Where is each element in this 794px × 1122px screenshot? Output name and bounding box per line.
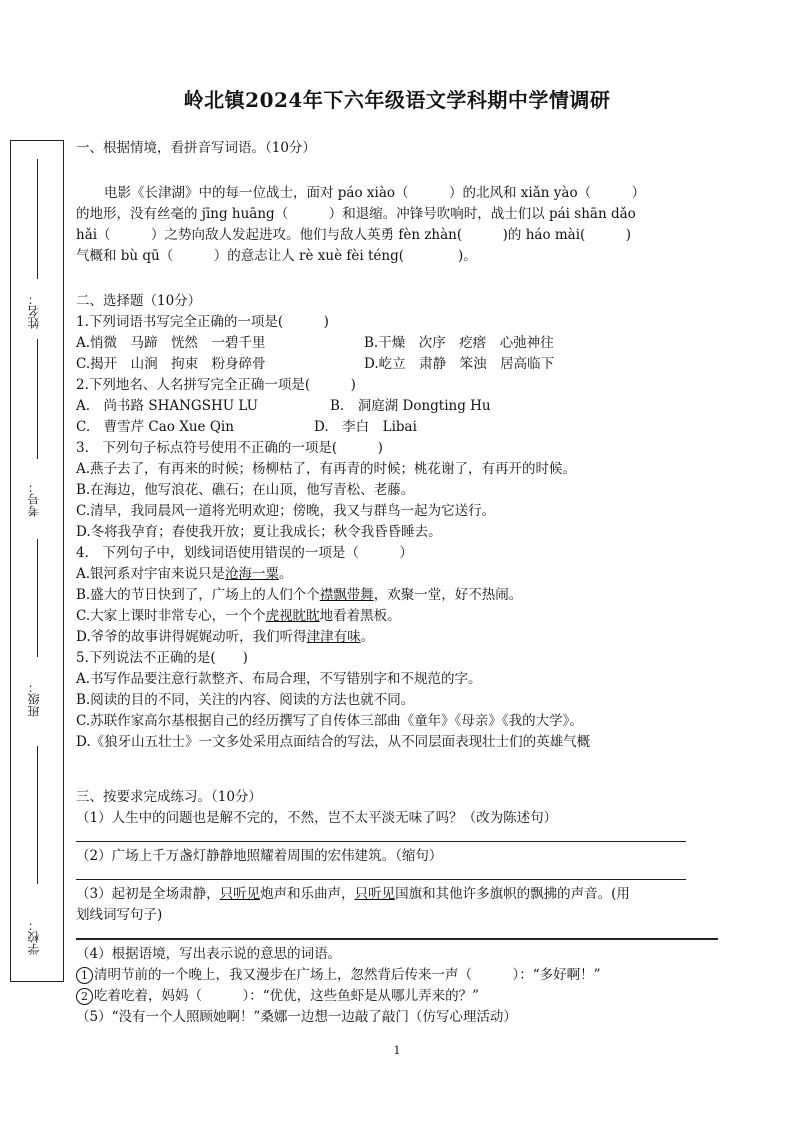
q2-options-row: [76, 417, 726, 438]
class-label: 班级：: [27, 681, 41, 717]
school-line: [37, 746, 38, 884]
exercise-text: 炮声和乐曲声，: [260, 886, 355, 902]
question-4: 4. 下列句子中，划线词语使用错误的一项是（ ）: [76, 545, 413, 561]
s1-line: hǎi（ ）之势向敌人发起进攻。他们与敌人英勇 fèn zhàn( )的 háo mài( ): [76, 227, 632, 243]
exam-no-label: 考号：: [27, 481, 41, 517]
question-1: 1.下列词语书写完全正确的一项是( ): [76, 314, 329, 330]
s1-line: 的地形，没有丝毫的 jīng huāng（ ）和退缩。冲锋号吹响时，战士们以 pái shān dǎo: [76, 206, 636, 222]
option-a: A.悄微 马蹄 恍然 一碧千里: [76, 335, 266, 351]
option-text: D.爷爷的故事讲得娓娓动听，我们听得: [76, 629, 307, 645]
option-d: D.《狼牙山五壮士》一文多处采用点面结合的写法，从不同层面表现壮士们的英雄气概: [76, 734, 591, 750]
s1-line: 电影《长津湖》中的每一位战士，面对 páo xiào（ ）的北风和 xiǎn yào（ ）: [104, 185, 646, 201]
school-label: 学校：: [27, 919, 41, 955]
q1-options-row: [76, 354, 726, 375]
option-c: C. 曹雪芹 Cao Xue Qin: [76, 419, 234, 435]
underlined-phrase: 沧海一粟: [225, 566, 280, 582]
option-d: D.冬将我孕育；春使我开放；夏让我成长；秋令我昏昏睡去。: [76, 524, 442, 540]
exercise-text: 吃着吃着，妈妈（ ）：“优优，这些鱼虾是从哪儿弄来的？”: [94, 988, 480, 1004]
underlined-word: 只听见: [354, 886, 396, 902]
option-b: [76, 585, 726, 606]
underlined-phrase: 襟飘带舞: [319, 587, 374, 603]
answer-line[interactable]: [76, 926, 718, 940]
question-3: 3. 下列句子标点符号使用不正确的一项是( ): [76, 440, 383, 456]
option-d: [76, 627, 726, 648]
answer-line[interactable]: [76, 867, 686, 880]
option-b: B. 洞庭湖 Dongting Hu: [330, 398, 491, 414]
exercise-text: 清明节前的一个晚上，我又漫步在广场上，忽然背后传来一声（ ）：“多好啊！”: [94, 967, 601, 983]
option-d: D. 李白 Libai: [314, 419, 417, 435]
option-text: 地看着黑板。: [319, 608, 401, 624]
underlined-phrase: 虎视眈眈: [265, 608, 320, 624]
option-c: C.苏联作家高尔基根据自己的经历撰写了自传体三部曲《童年》《母亲》《我的大学》。: [76, 713, 583, 729]
option-a: A. 尚书路 SHANGSHU LU: [76, 398, 258, 414]
section-1-heading: 一、根据情境，看拼音写词语。（10分）: [76, 140, 316, 156]
option-text: A.银河系对宇宙来说只是: [76, 566, 226, 582]
option-c: C.清早，我同晨风一道将光明欢迎；傍晚，我又与群鸟一起为它送行。: [76, 503, 496, 519]
option-b: B.阅读的目的不同，关注的内容、阅读的方法也就不同。: [76, 692, 415, 708]
exercise-5: （5）“没有一个人照顾她啊！”桑娜一边想一边敲了敲门（仿写心理活动）: [76, 1009, 517, 1025]
s1-line: 气概和 bù qū（ ）的意志让人 rè xuè fèi téng( )。: [76, 248, 477, 264]
page-number: 1: [393, 1044, 401, 1057]
exam-no-line: [37, 339, 38, 459]
question-2: 2.下列地名、人名拼写完全正确一项是( ): [76, 377, 356, 393]
option-b: B.在海边，他写浪花、礁石；在山顶，他写青松、老藤。: [76, 482, 415, 498]
section-3-heading: 三、按要求完成练习。（10分）: [76, 789, 262, 805]
page-title: 岭北镇2024年下六年级语文学科期中学情调研: [183, 88, 611, 112]
option-a: A.书写作品要注意行款整齐、布局合理，不写错别字和不规范的字。: [76, 671, 482, 687]
option-text: ，欢聚一堂，好不热闹。: [373, 587, 523, 603]
answer-line[interactable]: [76, 829, 686, 842]
section-2-heading: 二、选择题（10分）: [76, 293, 202, 309]
exam-content: [76, 138, 726, 1028]
option-c: C.揭开 山涧 拘束 粉身碎骨: [76, 356, 266, 372]
question-5: 5.下列说法不正确的是( ): [76, 650, 248, 666]
option-text: 。: [279, 566, 293, 582]
q2-options-row: [76, 396, 726, 417]
option-text: 。: [360, 629, 375, 645]
exercise-3: [76, 884, 726, 905]
binding-margin: [10, 140, 64, 982]
q1-options-row: [76, 333, 726, 354]
option-a: A.燕子去了，有再来的时候；杨柳枯了，有再青的时候；桃花谢了，有再开的时候。: [76, 461, 577, 477]
exercise-2: （2）广场上千万盏灯静静地照耀着周围的宏伟建筑。（缩句）: [76, 848, 443, 864]
name-line: [37, 159, 38, 279]
option-b: B.干燥 次序 疙瘩 心弛神往: [364, 335, 554, 351]
option-text: C.大家上课时非常专心，一个个: [76, 608, 266, 624]
underlined-word: 只听见: [219, 886, 261, 902]
exercise-1: （1）人生中的问题也是解不完的，不然，岂不太平淡无味了吗？（改为陈述句）: [76, 810, 558, 826]
option-d: D.屹立 肃静 笨浊 居高临下: [364, 356, 555, 372]
option-a: [76, 564, 726, 585]
circled-number: 1: [76, 967, 93, 984]
class-line: [37, 539, 38, 657]
exercise-text: 国旗和其他许多旗帜的飘拂的声音。(用: [395, 886, 630, 902]
exercise-text: （3）起初是全场肃静，: [76, 886, 220, 902]
option-c: [76, 606, 726, 627]
option-text: B.盛大的节日快到了，广场上的人们个个: [76, 587, 320, 603]
exercise-4-item-1: [76, 965, 726, 986]
underlined-phrase: 津津有味: [306, 629, 361, 645]
exercise-4: （4）根据语境，写出表示说的意思的词语。: [76, 946, 342, 962]
circled-number: 2: [76, 988, 93, 1005]
exercise-3-cont: 划线词写句子): [76, 907, 163, 923]
name-label: 姓名：: [27, 293, 41, 329]
exercise-4-item-2: [76, 986, 726, 1007]
